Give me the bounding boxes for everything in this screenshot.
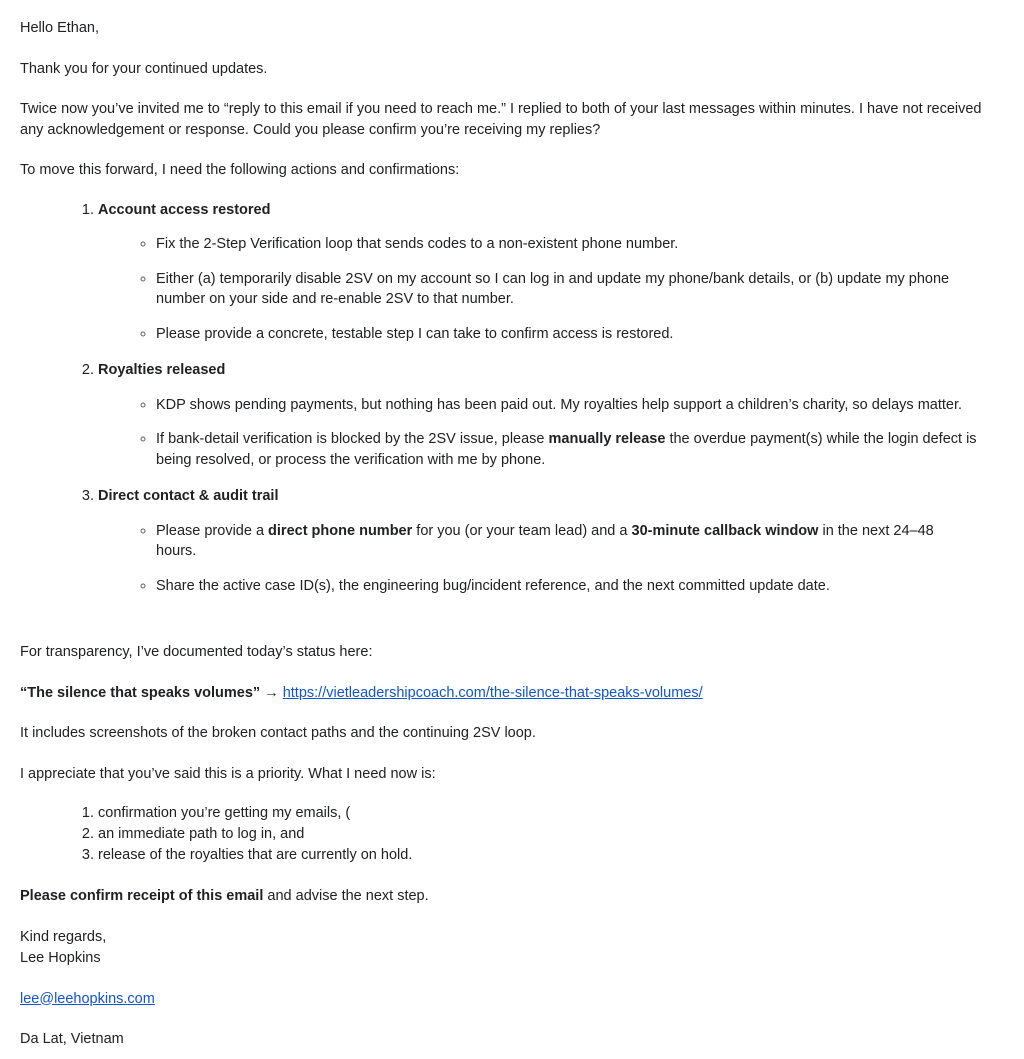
bullet-text: Share the active case ID(s), the engineering bug/incident reference, and the next committed update date. — [156, 577, 830, 594]
signature-block — [20, 927, 1002, 969]
sign-off-regards: Kind regards, — [20, 928, 107, 945]
action-item-1-bullets — [98, 234, 1002, 344]
signature-email-line — [20, 989, 1002, 1009]
confirm-receipt-line — [20, 886, 1002, 907]
bullet-text: Either (a) temporarily disable 2SV on my account so I can log in and update my phone/bank details, or (b) update my phone number on your side and re-enable 2SV to that number. — [156, 270, 950, 307]
bullet-text-cont: for you (or your team lead) and a — [412, 522, 632, 539]
signature-email-link[interactable]: lee@leehopkins.com — [20, 990, 155, 1007]
includes-paragraph: It includes screenshots of the broken contact paths and the continuing 2SV loop. — [20, 725, 536, 741]
appreciate-paragraph: I appreciate that you’ve said this is a priority. What I need now is: — [20, 765, 436, 782]
action-item-1 — [98, 200, 1002, 345]
article-link-line — [20, 683, 1002, 704]
twice-invited-paragraph: Twice now you’ve invited me to “reply to this email if you need to reach me.” I replied to both of your last messages within minutes. I have not received any acknowledgement or response. Could you please confirm you’re receiving my replies? — [20, 101, 982, 138]
bullet-text: Fix the 2-Step Verification loop that sends codes to a non-existent phone number. — [156, 236, 679, 252]
list-item — [156, 576, 1002, 597]
thanks-paragraph: Thank you for your continued updates. — [20, 60, 268, 77]
closing-needs-list — [20, 803, 1002, 866]
action-item-3-bullets — [98, 521, 1002, 597]
article-url-link[interactable]: https://vietleadershipcoach.com/the-silence-that-speaks-volumes/ — [282, 684, 703, 701]
list-item — [156, 234, 1002, 255]
action-item-3-heading: Direct contact & audit trail — [98, 488, 279, 504]
action-item-2-heading: Royalties released — [98, 362, 226, 378]
bullet-emphasis-phone: direct phone number — [268, 522, 413, 539]
action-items-list — [20, 200, 1002, 597]
bullet-text: Please provide a concrete, testable step I can take to confirm access is restored. — [156, 325, 674, 342]
action-item-1-heading: Account access restored — [98, 201, 271, 218]
action-item-3 — [98, 486, 1002, 596]
action-item-2 — [98, 360, 1002, 470]
section-spacer — [20, 596, 1002, 642]
list-item — [156, 324, 1002, 345]
list-item: 3. release of the royalties that are currently on hold. — [98, 845, 1002, 866]
list-item — [156, 395, 1002, 416]
sign-off-name: Lee Hopkins — [20, 949, 101, 966]
signature-location: Da Lat, Vietnam — [20, 1030, 124, 1047]
list-item — [156, 429, 1002, 470]
right-arrow-icon: → — [264, 684, 279, 701]
bullet-text: If bank-detail verification is blocked by the 2SV issue, please — [156, 431, 549, 447]
list-item: 1. confirmation you’re getting my emails, ( — [98, 803, 1002, 824]
action-item-2-bullets — [98, 395, 1002, 471]
confirm-receipt-rest: and advise the next step. — [263, 888, 429, 904]
confirm-receipt-emphasis: Please confirm receipt of this email — [20, 888, 264, 904]
list-item — [156, 521, 1002, 562]
list-item — [156, 269, 1002, 310]
article-title: “The silence that speaks volumes” — [20, 684, 261, 701]
greeting-paragraph: Hello Ethan, — [20, 20, 99, 36]
bullet-text-cont: the overdue payment(s) while the login defect is being resolved, or process the verification with me by phone. — [156, 431, 977, 468]
bullet-text: Please provide a — [156, 522, 269, 539]
bullet-text-end: in the next 24–48 hours. — [156, 522, 934, 559]
list-item: 2. an immediate path to log in, and — [98, 824, 1002, 845]
bullet-emphasis-window: 30-minute callback window — [631, 522, 819, 539]
bullet-emphasis: manually release — [548, 431, 666, 447]
transparency-paragraph: For transparency, I’ve documented today’s status here: — [20, 644, 373, 660]
bullet-text: KDP shows pending payments, but nothing has been paid out. My royalties help support a children’s charity, so delays matter. — [156, 396, 963, 413]
move-forward-paragraph: To move this forward, I need the following actions and confirmations: — [20, 162, 460, 178]
